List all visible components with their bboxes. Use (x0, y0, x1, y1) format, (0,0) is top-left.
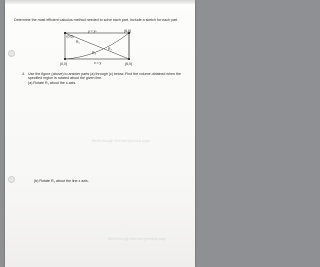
label-bottom-right: (6,0) (125, 62, 132, 66)
punch-hole (8, 176, 15, 183)
instructions-text: Determine the most efficient calculus method needed to solve each part. Include a sketch for each part. (14, 18, 179, 22)
question-text: Use the figure (above) to answer parts (a) through (c) below. Find the volume obtained when the specified region is rotated about the given line. (28, 72, 182, 81)
label-bottom-left: (0,0) (60, 62, 67, 66)
bleed-through-text: Bleed-through text from previous page (108, 237, 166, 241)
question-number: 4. (22, 72, 25, 76)
label-bottom-edge: x = y (94, 61, 102, 65)
label-top-curve: y = x² (88, 29, 97, 34)
corner-point (128, 58, 130, 60)
region-figure (58, 29, 138, 67)
part-b-text: (b) Rotate R₂ about the line x axis. (34, 179, 89, 183)
punch-hole (8, 50, 15, 57)
label-region-1: R₁ (76, 40, 80, 44)
label-region-2: R₂ (108, 47, 112, 51)
label-top-left: (0,6) (66, 34, 74, 39)
bleed-through-text: Bleed-through text from previous page (92, 139, 150, 143)
part-a-text: (a) Rotate R₁ about the x-axis. (28, 81, 77, 85)
diagonal-line (65, 33, 129, 59)
corner-point (64, 58, 66, 60)
previous-page-edge (5, 0, 195, 4)
label-region-3: R₃ (92, 51, 96, 55)
label-top-right: (6,6) (124, 29, 131, 33)
